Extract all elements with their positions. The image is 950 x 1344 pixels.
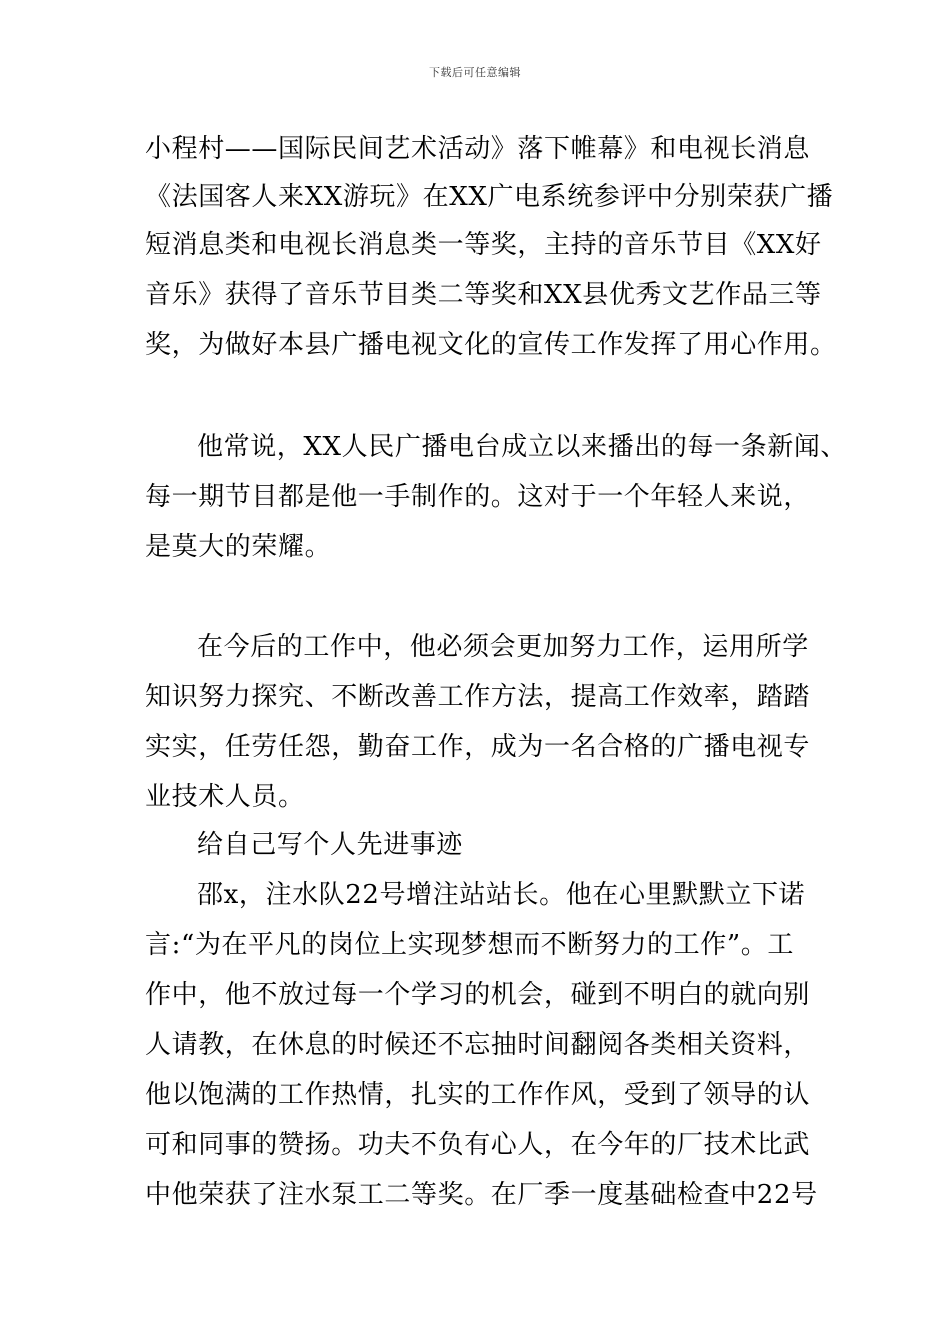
text-line: 音乐》获得了音乐节目类二等奖和XX县优秀文艺作品三等 bbox=[145, 280, 822, 310]
text-line: 人请教，在休息的时候还不忘抽时间翻阅各类相关资料， bbox=[145, 1030, 811, 1060]
page-header: 下载后可任意编辑 bbox=[429, 66, 521, 79]
text-line: 言:“为在平凡的岗位上实现梦想而不断努力的工作”。工 bbox=[145, 930, 794, 960]
text-line: 作中，他不放过每一个学习的机会，碰到不明白的就向别 bbox=[145, 980, 811, 1010]
text-line: 实实，任劳任怨，勤奋工作，成为一名合格的广播电视专 bbox=[145, 732, 811, 762]
text-line: 他常说，XX人民广播电台成立以来播出的每一条新闻、 bbox=[197, 432, 848, 462]
text-line: 每一期节目都是他一手制作的。这对于一个年轻人来说， bbox=[145, 482, 811, 512]
text-line: 知识努力探究、不断改善工作方法，提高工作效率，踏踏 bbox=[145, 682, 811, 712]
text-line: 他以饱满的工作热情，扎实的工作作风，受到了领导的认 bbox=[145, 1080, 811, 1110]
text-line: 奖，为做好本县广播电视文化的宣传工作发挥了用心作用。 bbox=[145, 330, 837, 360]
text-line: 是莫大的荣耀。 bbox=[145, 532, 332, 562]
section-title: 给自己写个人先进事迹 bbox=[197, 830, 464, 860]
text-line: 小程村——国际民间艺术活动》落下帷幕》和电视长消息 bbox=[145, 134, 811, 164]
text-line: 业技术人员。 bbox=[145, 782, 305, 812]
text-line: 短消息类和电视长消息类一等奖，主持的音乐节目《XX好 bbox=[145, 230, 822, 260]
text-line: 《法国客人来XX游玩》在XX广电系统参评中分别荣获广播 bbox=[145, 182, 834, 212]
text-line: 可和同事的赞扬。功夫不负有心人，在今年的厂技术比武 bbox=[145, 1130, 811, 1160]
text-line: 邵x，注水队22号增注站站长。他在心里默默立下诺 bbox=[197, 880, 806, 910]
text-line: 在今后的工作中，他必须会更加努力工作，运用所学 bbox=[197, 632, 809, 662]
text-line: 中他荣获了注水泵工二等奖。在厂季一度基础检查中22号 bbox=[145, 1180, 818, 1210]
